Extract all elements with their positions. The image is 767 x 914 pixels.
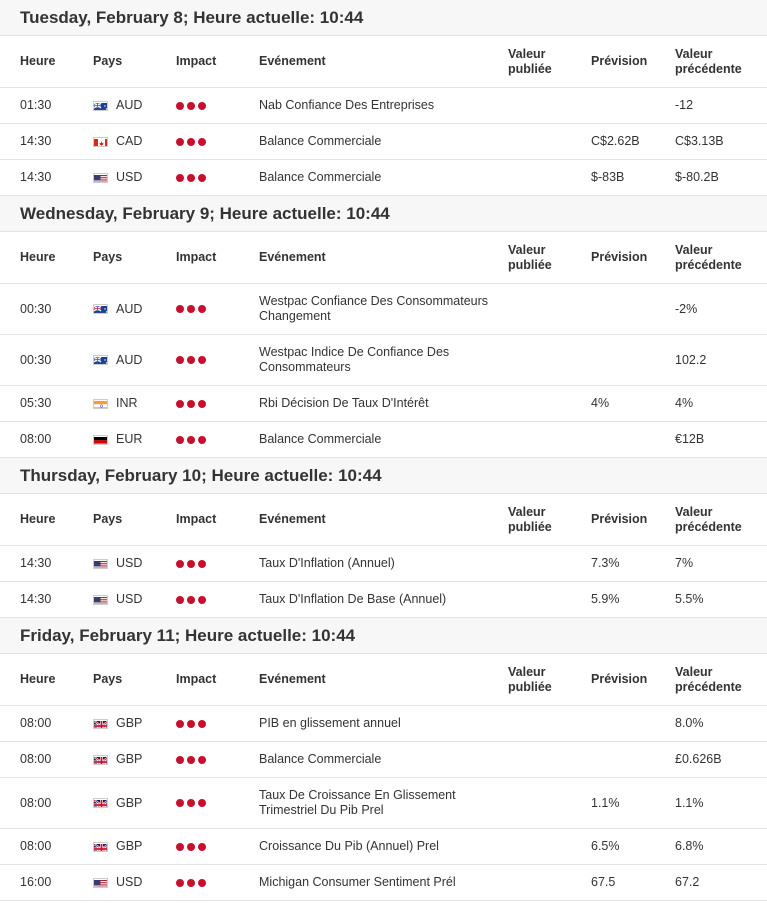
impact-dots — [176, 799, 206, 807]
header-actual: Valeur publiée — [508, 242, 552, 272]
event-forecast: $-83B — [591, 170, 625, 184]
currency-code: CAD — [116, 134, 143, 148]
event-time: 00:30 — [20, 301, 52, 316]
currency-code: INR — [116, 396, 138, 410]
au-flag — [93, 304, 108, 314]
day-title: Wednesday, February 9; Heure actuelle: 10:44 — [0, 196, 767, 232]
impact-dot-icon — [187, 102, 195, 110]
de-flag — [93, 435, 108, 445]
impact-dot-icon — [198, 843, 206, 851]
table-row[interactable] — [0, 160, 767, 196]
event-actual — [508, 284, 588, 334]
impact-dot-icon — [198, 305, 206, 313]
impact-dot-icon — [176, 799, 184, 807]
event-name[interactable]: Westpac Confiance Des Consommateurs Changement — [259, 294, 489, 323]
impact-dot-icon — [198, 102, 206, 110]
header-actual: Valeur publiée — [508, 664, 552, 694]
impact-dots — [176, 879, 206, 887]
event-name[interactable]: Balance Commerciale — [259, 170, 382, 184]
header-previous: Valeur précédente — [675, 664, 742, 694]
table-row[interactable] — [0, 124, 767, 160]
header-time: Heure — [20, 250, 56, 264]
table-row[interactable] — [0, 335, 767, 386]
gb-flag — [93, 719, 108, 729]
impact-indicator — [176, 88, 256, 123]
impact-indicator — [176, 335, 256, 385]
event-country — [93, 284, 173, 334]
event-forecast: 6.5% — [591, 839, 620, 853]
header-country: Pays — [93, 512, 123, 526]
ca-flag — [93, 137, 108, 147]
event-actual — [508, 706, 588, 741]
impact-dot-icon — [187, 356, 195, 364]
event-actual — [508, 546, 588, 581]
event-country — [93, 706, 173, 741]
impact-dot-icon — [198, 596, 206, 604]
in-flag — [93, 399, 108, 409]
day-title: Friday, February 11; Heure actuelle: 10:44 — [0, 618, 767, 654]
event-forecast — [591, 742, 671, 777]
impact-indicator — [176, 124, 256, 159]
impact-indicator — [176, 582, 256, 617]
event-actual — [508, 160, 588, 195]
currency-code: AUD — [116, 352, 143, 367]
event-name[interactable]: Balance Commerciale — [259, 432, 382, 446]
impact-dots — [176, 102, 206, 110]
impact-dot-icon — [187, 756, 195, 764]
impact-dot-icon — [187, 138, 195, 146]
table-row[interactable] — [0, 546, 767, 582]
table-row[interactable] — [0, 386, 767, 422]
event-country — [93, 88, 173, 123]
event-actual — [508, 124, 588, 159]
currency-code: USD — [116, 592, 143, 606]
header-event: Evénement — [259, 250, 326, 264]
impact-dot-icon — [187, 720, 195, 728]
impact-dots — [176, 400, 206, 408]
currency-code: AUD — [116, 98, 143, 112]
event-country — [93, 422, 173, 457]
header-country: Pays — [93, 250, 123, 264]
table-header — [0, 654, 767, 706]
currency-code: AUD — [116, 301, 143, 316]
us-flag — [93, 878, 108, 888]
header-time: Heure — [20, 54, 56, 68]
event-country — [93, 335, 173, 385]
impact-dot-icon — [187, 174, 195, 182]
event-previous: 4% — [675, 396, 694, 410]
event-previous: 102.2 — [675, 352, 707, 367]
impact-dots — [176, 596, 206, 604]
event-actual — [508, 742, 588, 777]
header-forecast: Prévision — [591, 250, 648, 264]
event-forecast: 67.5 — [591, 875, 616, 889]
event-country — [93, 865, 173, 900]
event-country — [93, 386, 173, 421]
event-forecast — [591, 706, 671, 741]
impact-dots — [176, 356, 206, 364]
impact-dot-icon — [176, 174, 184, 182]
event-previous: $-80.2B — [675, 170, 719, 184]
impact-dot-icon — [176, 436, 184, 444]
event-country — [93, 778, 173, 828]
header-event: Evénement — [259, 512, 326, 526]
event-country — [93, 546, 173, 581]
impact-dot-icon — [187, 436, 195, 444]
event-previous: -2% — [675, 301, 698, 316]
impact-dot-icon — [198, 356, 206, 364]
event-time: 01:30 — [20, 98, 52, 112]
event-forecast — [591, 284, 671, 334]
impact-dot-icon — [176, 879, 184, 887]
header-forecast: Prévision — [591, 672, 648, 686]
impact-dots — [176, 138, 206, 146]
currency-code: GBP — [116, 795, 143, 810]
impact-dots — [176, 436, 206, 444]
event-forecast — [591, 88, 671, 123]
header-country: Pays — [93, 54, 123, 68]
event-forecast: 5.9% — [591, 592, 620, 606]
event-time: 08:00 — [20, 716, 52, 730]
table-row[interactable] — [0, 778, 767, 829]
impact-dot-icon — [187, 879, 195, 887]
currency-code: EUR — [116, 432, 143, 446]
event-actual — [508, 829, 588, 864]
impact-dot-icon — [187, 596, 195, 604]
impact-dot-icon — [176, 843, 184, 851]
event-time: 14:30 — [20, 592, 52, 606]
impact-dots — [176, 843, 206, 851]
header-actual: Valeur publiée — [508, 46, 552, 76]
event-previous: £0.626B — [675, 752, 722, 766]
event-country — [93, 124, 173, 159]
gb-flag — [93, 798, 108, 808]
event-previous: 7% — [675, 556, 694, 570]
header-impact: Impact — [176, 512, 217, 526]
table-row[interactable] — [0, 88, 767, 124]
event-name[interactable]: Nab Confiance Des Entreprises — [259, 98, 435, 112]
event-actual — [508, 88, 588, 123]
impact-dot-icon — [187, 400, 195, 408]
table-row[interactable] — [0, 865, 767, 901]
event-time: 08:00 — [20, 839, 52, 853]
impact-dots — [176, 174, 206, 182]
table-header — [0, 494, 767, 546]
table-row[interactable] — [0, 829, 767, 865]
header-previous: Valeur précédente — [675, 46, 742, 76]
impact-indicator — [176, 829, 256, 864]
event-name[interactable]: Taux D'Inflation De Base (Annuel) — [259, 592, 447, 606]
event-actual — [508, 386, 588, 421]
event-country — [93, 829, 173, 864]
currency-code: GBP — [116, 752, 143, 766]
impact-dot-icon — [176, 596, 184, 604]
event-previous: C$3.13B — [675, 134, 724, 148]
impact-indicator — [176, 706, 256, 741]
event-name[interactable]: PIB en glissement annuel — [259, 716, 401, 730]
event-actual — [508, 865, 588, 900]
event-forecast: 1.1% — [591, 795, 620, 810]
event-previous: 67.2 — [675, 875, 700, 889]
event-name[interactable]: Taux D'Inflation (Annuel) — [259, 556, 395, 570]
header-forecast: Prévision — [591, 512, 648, 526]
event-previous: 5.5% — [675, 592, 704, 606]
event-time: 08:00 — [20, 795, 52, 810]
gb-flag — [93, 842, 108, 852]
event-name[interactable]: Rbi Décision De Taux D'Intérêt — [259, 396, 429, 410]
impact-dot-icon — [198, 756, 206, 764]
impact-dot-icon — [176, 400, 184, 408]
event-actual — [508, 422, 588, 457]
event-time: 05:30 — [20, 396, 52, 410]
header-previous: Valeur précédente — [675, 242, 742, 272]
table-row[interactable] — [0, 742, 767, 778]
impact-dot-icon — [198, 436, 206, 444]
impact-dot-icon — [198, 174, 206, 182]
impact-dot-icon — [187, 843, 195, 851]
event-previous: 8.0% — [675, 716, 704, 730]
event-country — [93, 160, 173, 195]
header-country: Pays — [93, 672, 123, 686]
event-actual — [508, 582, 588, 617]
event-name[interactable]: Croissance Du Pib (Annuel) Prel — [259, 839, 439, 853]
au-flag — [93, 101, 108, 111]
gb-flag — [93, 755, 108, 765]
event-forecast — [591, 422, 671, 457]
impact-dots — [176, 720, 206, 728]
header-impact: Impact — [176, 54, 217, 68]
header-forecast: Prévision — [591, 54, 648, 68]
header-event: Evénement — [259, 54, 326, 68]
impact-dot-icon — [198, 560, 206, 568]
event-name[interactable]: Westpac Indice De Confiance Des Consommateurs — [259, 345, 450, 374]
impact-indicator — [176, 160, 256, 195]
table-header — [0, 232, 767, 284]
header-previous: Valeur précédente — [675, 504, 742, 534]
event-forecast: 4% — [591, 396, 610, 410]
event-time: 16:00 — [20, 875, 52, 889]
event-time: 14:30 — [20, 170, 52, 184]
event-previous: 6.8% — [675, 839, 704, 853]
event-actual — [508, 778, 588, 828]
us-flag — [93, 559, 108, 569]
impact-dot-icon — [198, 799, 206, 807]
us-flag — [93, 173, 108, 183]
impact-indicator — [176, 865, 256, 900]
event-actual — [508, 335, 588, 385]
event-forecast — [591, 335, 671, 385]
currency-code: USD — [116, 556, 143, 570]
event-previous: -12 — [675, 98, 694, 112]
event-forecast: 7.3% — [591, 556, 620, 570]
impact-dot-icon — [198, 720, 206, 728]
impact-dot-icon — [176, 102, 184, 110]
impact-dot-icon — [176, 138, 184, 146]
impact-dot-icon — [198, 400, 206, 408]
event-name[interactable]: Michigan Consumer Sentiment Prél — [259, 875, 456, 889]
impact-indicator — [176, 386, 256, 421]
event-previous: 1.1% — [675, 795, 704, 810]
impact-dot-icon — [187, 799, 195, 807]
event-name[interactable]: Balance Commerciale — [259, 134, 382, 148]
header-event: Evénement — [259, 672, 326, 686]
header-impact: Impact — [176, 250, 217, 264]
event-time: 14:30 — [20, 556, 52, 570]
impact-dot-icon — [176, 356, 184, 364]
impact-dot-icon — [187, 560, 195, 568]
event-time: 08:00 — [20, 432, 52, 446]
impact-dots — [176, 560, 206, 568]
event-time: 00:30 — [20, 352, 52, 367]
impact-dots — [176, 756, 206, 764]
currency-code: USD — [116, 170, 143, 184]
table-header — [0, 36, 767, 88]
event-time: 08:00 — [20, 752, 52, 766]
impact-dot-icon — [176, 720, 184, 728]
table-row[interactable] — [0, 284, 767, 335]
impact-indicator — [176, 546, 256, 581]
table-row[interactable] — [0, 422, 767, 458]
day-title: Thursday, February 10; Heure actuelle: 10:44 — [0, 458, 767, 494]
table-row[interactable] — [0, 706, 767, 742]
impact-indicator — [176, 778, 256, 828]
currency-code: GBP — [116, 716, 143, 730]
event-country — [93, 582, 173, 617]
header-impact: Impact — [176, 672, 217, 686]
event-name[interactable]: Taux De Croissance En Glissement Trimestriel Du Pib Prel — [259, 788, 456, 817]
event-time: 14:30 — [20, 134, 52, 148]
impact-dot-icon — [198, 879, 206, 887]
header-time: Heure — [20, 672, 56, 686]
event-forecast: C$2.62B — [591, 134, 640, 148]
impact-indicator — [176, 422, 256, 457]
impact-dot-icon — [176, 560, 184, 568]
header-actual: Valeur publiée — [508, 504, 552, 534]
impact-dots — [176, 305, 206, 313]
event-name[interactable]: Balance Commerciale — [259, 752, 382, 766]
us-flag — [93, 595, 108, 605]
day-title: Tuesday, February 8; Heure actuelle: 10:44 — [0, 0, 767, 36]
table-row[interactable] — [0, 582, 767, 618]
impact-dot-icon — [198, 138, 206, 146]
currency-code: USD — [116, 875, 143, 889]
impact-dot-icon — [176, 305, 184, 313]
impact-indicator — [176, 284, 256, 334]
impact-indicator — [176, 742, 256, 777]
au-flag — [93, 355, 108, 365]
header-time: Heure — [20, 512, 56, 526]
currency-code: GBP — [116, 839, 143, 853]
event-country — [93, 742, 173, 777]
event-previous: €12B — [675, 432, 705, 446]
impact-dot-icon — [187, 305, 195, 313]
impact-dot-icon — [176, 756, 184, 764]
